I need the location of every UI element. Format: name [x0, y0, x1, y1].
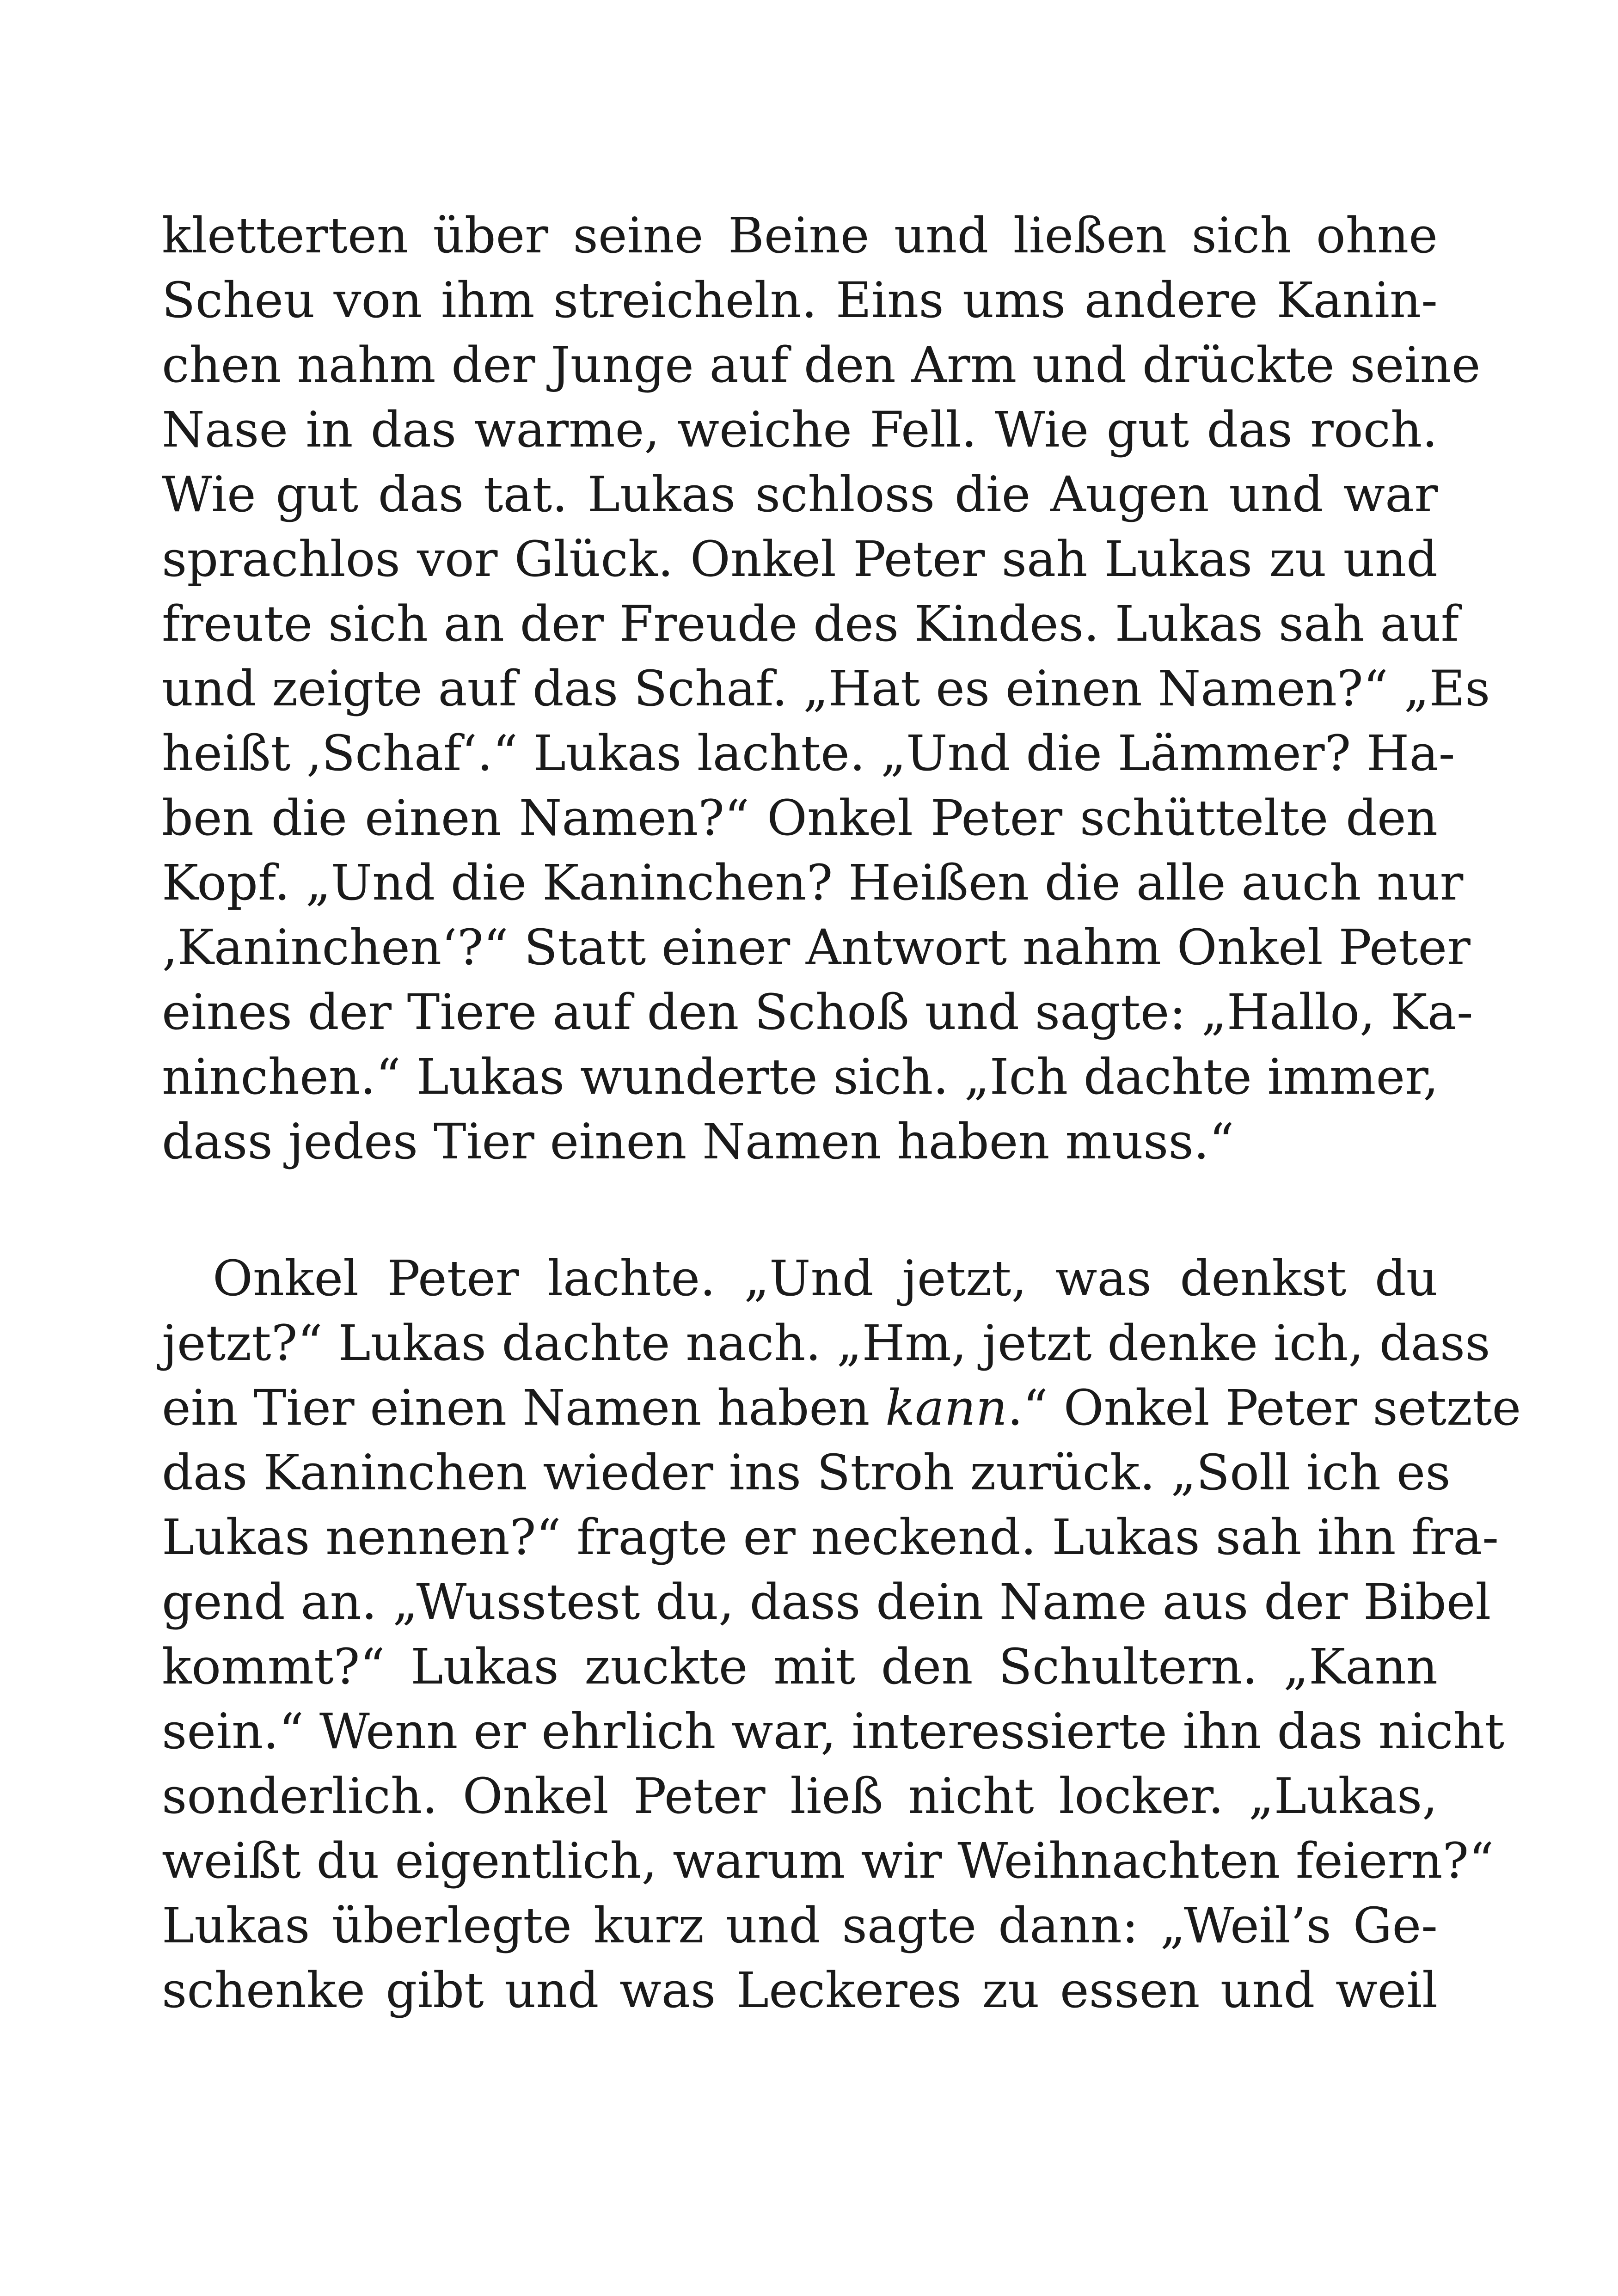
text-line: schenke gibt und was Leckeres zu essen und weil [162, 1962, 1438, 2019]
text-line: jetzt?“ Lukas dachte nach. „Hm, jetzt denke ich, dass [162, 1315, 1490, 1371]
text-line: und zeigte auf das Schaf. „Hat es einen Namen?“ „Es [162, 660, 1490, 717]
text-line: eines der Tiere auf den Schoß und sagte: „Hallo, Ka- [162, 984, 1473, 1041]
emphasis-word: kann [885, 1379, 1008, 1436]
text-line: Lukas überlegte kurz und sagte dann: „Weil’s Ge- [162, 1897, 1438, 1954]
text-line: sein.“ Wenn er ehrlich war, interessierte ihn das nicht [162, 1703, 1505, 1760]
text-line: weißt du eigentlich, warum wir Weihnachten feiern?“ [162, 1832, 1494, 1889]
text-line: ‚Kaninchen‘?“ Statt einer Antwort nahm Onkel Peter [162, 919, 1471, 976]
text-line: heißt ‚Schaf‘.“ Lukas lachte. „Und die Lämmer? Ha- [162, 725, 1455, 782]
text-line: gend an. „Wusstest du, dass dein Name aus der Bibel [162, 1574, 1491, 1630]
text-line: Onkel Peter lachte. „Und jetzt, was denkst du [213, 1250, 1438, 1307]
text-line-with-emphasis [162, 1376, 1521, 1440]
text-line: Kopf. „Und die Kaninchen? Heißen die alle auch nur [162, 854, 1464, 911]
paragraph-2 [162, 1246, 1521, 2023]
text-line: Lukas nennen?“ fragte er neckend. Lukas sah ihn fra- [162, 1509, 1499, 1566]
text-segment: ein Tier einen Namen haben [162, 1379, 886, 1436]
text-line: Wie gut das tat. Lukas schloss die Augen und war [162, 466, 1438, 523]
text-line: ninchen.“ Lukas wunderte sich. „Ich dachte immer, [162, 1048, 1439, 1105]
text-line: dass jedes Tier einen Namen haben muss.“ [162, 1113, 1234, 1170]
paragraph-1 [162, 203, 1490, 1174]
text-segment: .“ Onkel Peter setzte [1007, 1379, 1521, 1436]
text-line: freute sich an der Freude des Kindes. Lukas sah auf [162, 595, 1459, 652]
text-line: sonderlich. Onkel Peter ließ nicht locker. „Lukas, [162, 1768, 1438, 1825]
text-line: sprachlos vor Glück. Onkel Peter sah Lukas zu und [162, 531, 1438, 588]
text-line: Scheu von ihm streicheln. Eins ums andere Kanin- [162, 272, 1438, 329]
text-line: kletterten über seine Beine und ließen sich ohne [162, 207, 1438, 264]
text-line: ben die einen Namen?“ Onkel Peter schüttelte den [162, 790, 1438, 846]
text-line: chen nahm der Junge auf den Arm und drückte seine [162, 337, 1481, 393]
text-line: kommt?“ Lukas zuckte mit den Schultern. „Kann [162, 1638, 1438, 1695]
text-line: das Kaninchen wieder ins Stroh zurück. „Soll ich es [162, 1444, 1451, 1501]
text-line: Nase in das warme, weiche Fell. Wie gut das roch. [162, 401, 1438, 458]
